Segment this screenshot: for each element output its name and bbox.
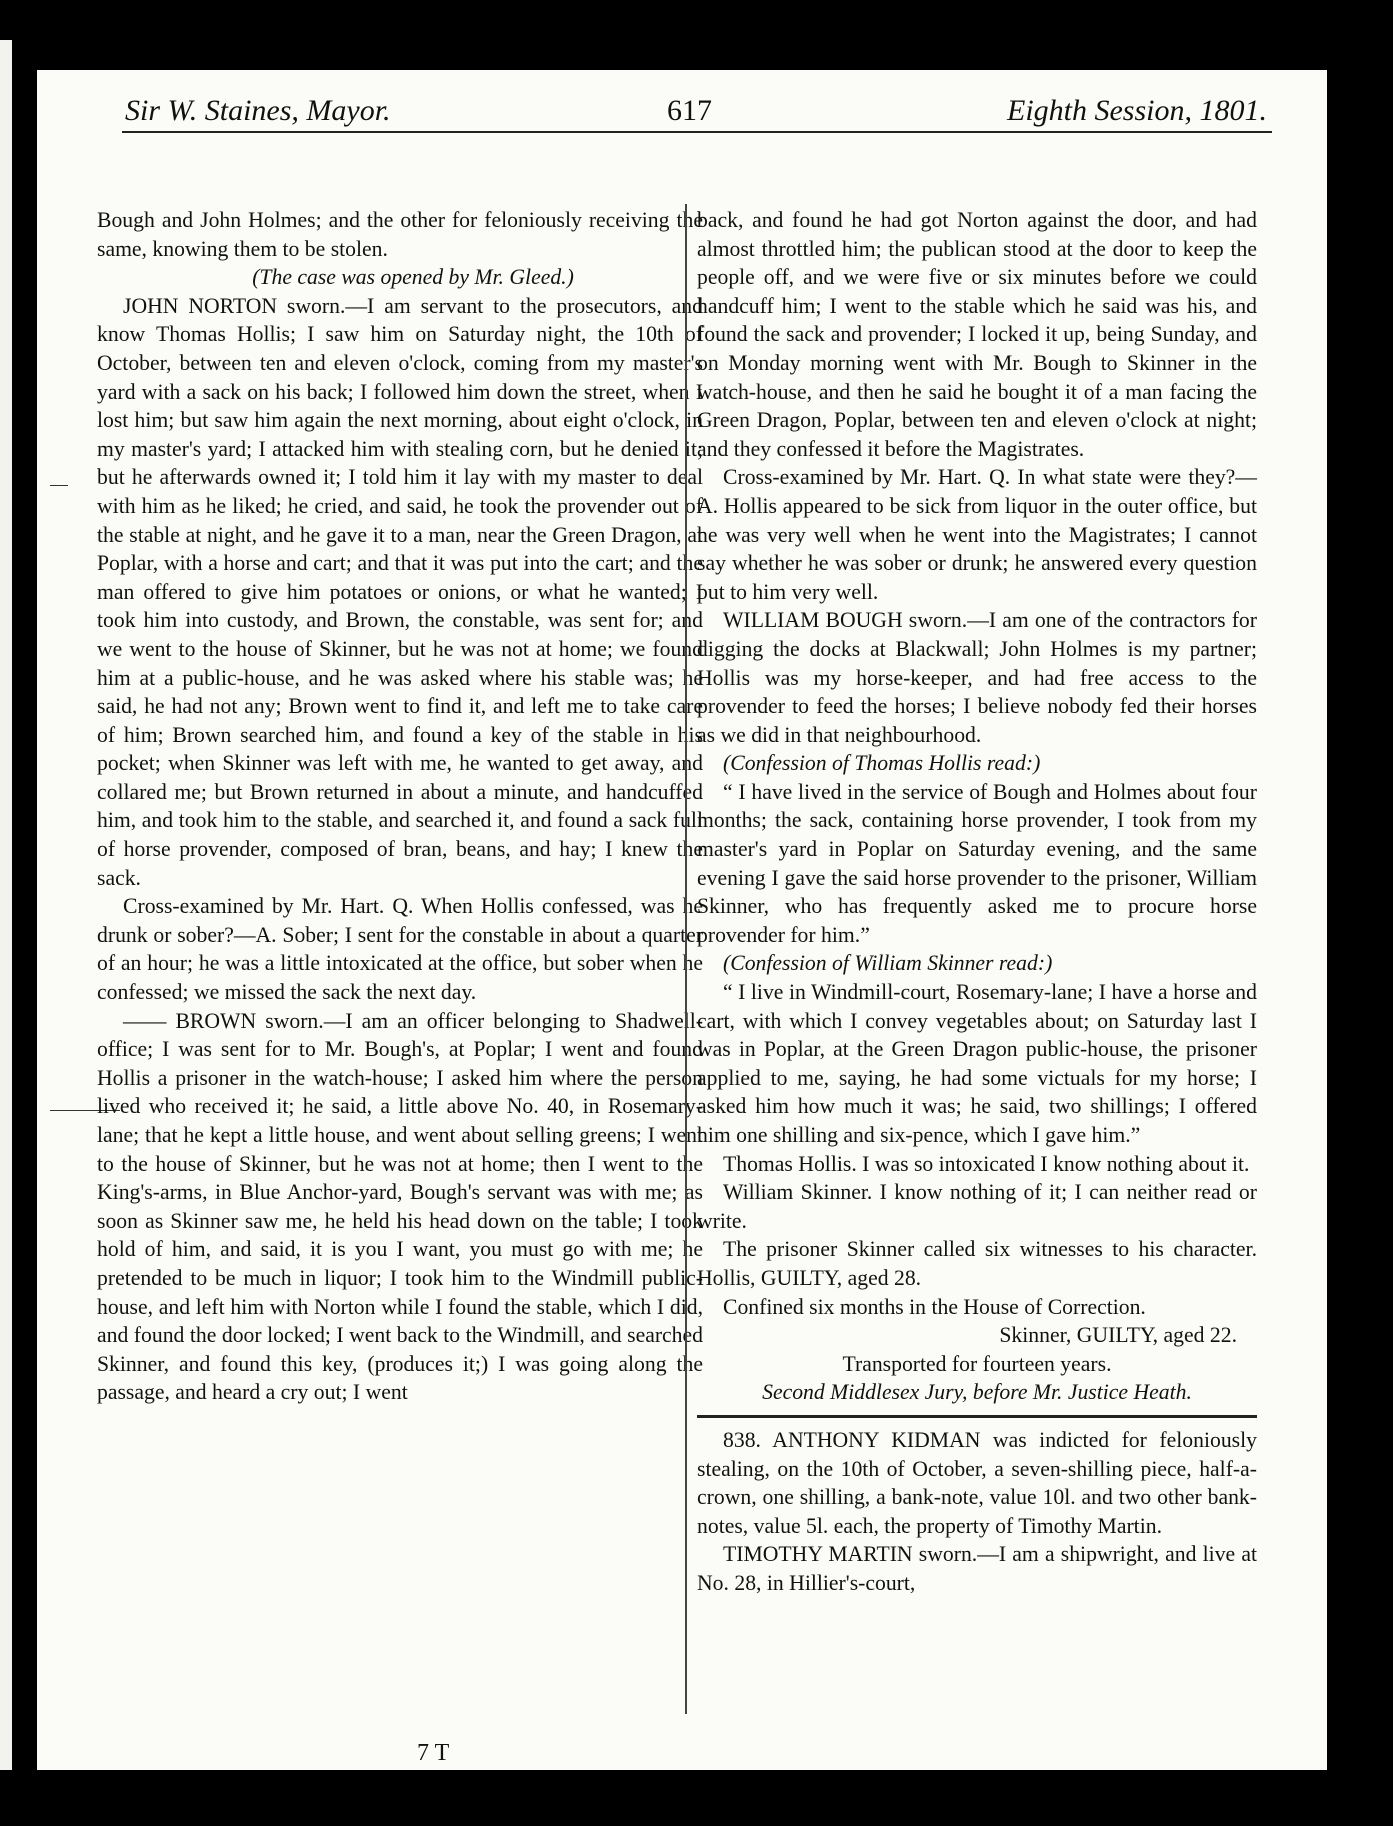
right-paragraph-3: WILLIAM BOUGH sworn.—I am one of the contractors for digging the docks at Blackwall; John Holmes is my partner; Hollis was my horse-keeper, and had free access to the provender to feed the horses; I believe nobody fed their horses as we did in that neighbourhood. (697, 608, 1257, 747)
left-paragraph-2: (The case was opened by Mr. Gleed.) (252, 265, 574, 290)
right-paragraph-10: The prisoner Skinner called six witnesses to his character. Hollis, GUILTY, aged 28. (697, 1237, 1257, 1290)
right-paragraph-7: “ I live in Windmill-court, Rosemary-lane; I have a horse and cart, with which I convey vegetables about; on Saturday last I was in Poplar, at the Green Dragon public-house, the prisoner applied to me, saying, he had some victuals for my horse; I asked him how much it was; he said, two shillings; I offered him one shilling and six-pence, which I gave him.” (697, 980, 1257, 1147)
left-paragraph-5: —— BROWN sworn.—I am an officer belonging to Shadwell-office; I was sent for to Mr. Bough's, at Poplar; I went and found Hollis a prisoner in the watch-house; I asked him where the person lived who received it; he said, a little above No. 40, in Rosemary-lane; that he kept a little house, and went about selling greens; I went to the house of Skinner, but he was not at home; then I went to the King's-arms, in Blue Anchor-yard, Bough's servant was with me; as soon as Skinner saw me, he held his head down on the table; I took hold of him, and said, it is you I want, you must go with me; he pretended to be much in liquor; I took him to the Windmill public-house, and left him with Norton while I found the stable, which I did, and found the door locked; I went back to the Windmill, and searched Skinner, and found this key, (produces it;) I was going along the passage, and heard a cry out; I went (97, 1008, 703, 1405)
signature-mark: 7 T (417, 1740, 450, 1766)
margin-mark (50, 485, 68, 486)
header-rule (122, 131, 1272, 133)
right-paragraph-5: “ I have lived in the service of Bough and Holmes about four months; the sack, containing horse provender, I took from my master's yard in Poplar on Saturday evening, and the same evening I gave the said horse provender to the prisoner, William Skinner, who has frequently asked me to procure horse provender for him.” (697, 779, 1257, 947)
right-paragraph-15: 838. ANTHONY KIDMAN was indicted for feloniously stealing, on the 10th of October, a seven-shilling piece, half-a-crown, one shilling, a bank-note, value 10l. and two other bank-notes, value 5l. each, the property of Timothy Martin. (697, 1427, 1257, 1538)
right-paragraph-16: TIMOTHY MARTIN sworn.—I am a shipwright, and live at No. 28, in Hillier's-court, (697, 1542, 1257, 1595)
right-paragraph-14: Second Middlesex Jury, before Mr. Justice Heath. (762, 1380, 1192, 1405)
right-paragraph-6: (Confession of William Skinner read:) (723, 951, 1053, 976)
document-page (37, 70, 1327, 1770)
left-paragraph-1: Bough and John Holmes; and the other for feloniously receiving the same, knowing them to be stolen. (97, 208, 703, 261)
left-column (97, 206, 703, 1407)
right-paragraph-12: Skinner, GUILTY, aged 22. (999, 1323, 1237, 1348)
right-paragraph-1: back, and found he had got Norton against the door, and had almost throttled him; the publican stood at the door to keep the people off, and we were five or six minutes before we could handcuff him; I went to the stable which he said was his, and found the sack and provender; I locked it up, being Sunday, and on Monday morning went with Mr. Bough to Skinner in the watch-house, and then he said he bought it of a man facing the Green Dragon, Poplar, between ten and eleven o'clock at night; and they confessed it before the Magistrates. (697, 208, 1257, 461)
right-paragraph-11: Confined six months in the House of Correction. (723, 1294, 1146, 1319)
left-paragraph-4: Cross-examined by Mr. Hart. Q. When Hollis confessed, was he drunk or sober?—A. Sober; I sent for the constable in about a quarter of an hour; he was a little intoxicated at the office, but sober when he confessed; we missed the sack the next day. (97, 894, 703, 1005)
scan-edge (0, 40, 12, 1770)
page-number: 617 (667, 94, 712, 127)
left-paragraph-3: JOHN NORTON sworn.—I am servant to the prosecutors, and know Thomas Hollis; I saw him on Saturday night, the 10th of October, between ten and eleven o'clock, coming from my master's yard with a sack on his back; I followed him down the street, when I lost him; but saw him again the next morning, about eight o'clock, in my master's yard; I attacked him with stealing corn, but he denied it; but he afterwards owned it; I told him it lay with my master to deal with him as he liked; he cried, and said, he took the provender out of the stable at night, and he gave it to a man, near the Green Dragon, at Poplar, with a horse and cart; and that it was put into the cart; and the man offered to give him potatoes or onions, or what he wanted; I took him into custody, and Brown, the constable, was sent for; and we went to the house of Skinner, but he was not at home; we found him at a public-house, and he was asked where his stable was; he said, he had not any; Brown went to find it, and left me to take care of him; Brown searched him, and found a key of the stable in his pocket; when Skinner was left with me, he wanted to get away, and collared me; but Brown returned in about a minute, and handcuffed him, and took him to the stable, and searched it, and found a sack full of horse provender, composed of bran, beans, and hay; I knew the sack. (97, 293, 703, 890)
right-paragraph-4: (Confession of Thomas Hollis read:) (723, 751, 1041, 776)
right-paragraph-2: Cross-examined by Mr. Hart. Q. In what state were they?—A. Hollis appeared to be sick from liquor in the outer office, but he was very well when he went into the Magistrates; I cannot say whether he was sober or drunk; he answered every question put to him very well. (697, 465, 1257, 604)
right-column (697, 206, 1257, 1598)
right-paragraph-8: Thomas Hollis. I was so intoxicated I know nothing about it. (723, 1151, 1250, 1176)
column-divider (685, 204, 687, 1714)
right-paragraph-13: Transported for fourteen years. (842, 1351, 1112, 1376)
right-paragraph-9: William Skinner. I know nothing of it; I can neither read or write. (697, 1180, 1257, 1233)
header-left: Sir W. Staines, Mayor. (125, 94, 391, 127)
running-header (37, 84, 1327, 134)
section-rule (697, 1415, 1257, 1418)
header-right: Eighth Session, 1801. (1007, 94, 1267, 127)
